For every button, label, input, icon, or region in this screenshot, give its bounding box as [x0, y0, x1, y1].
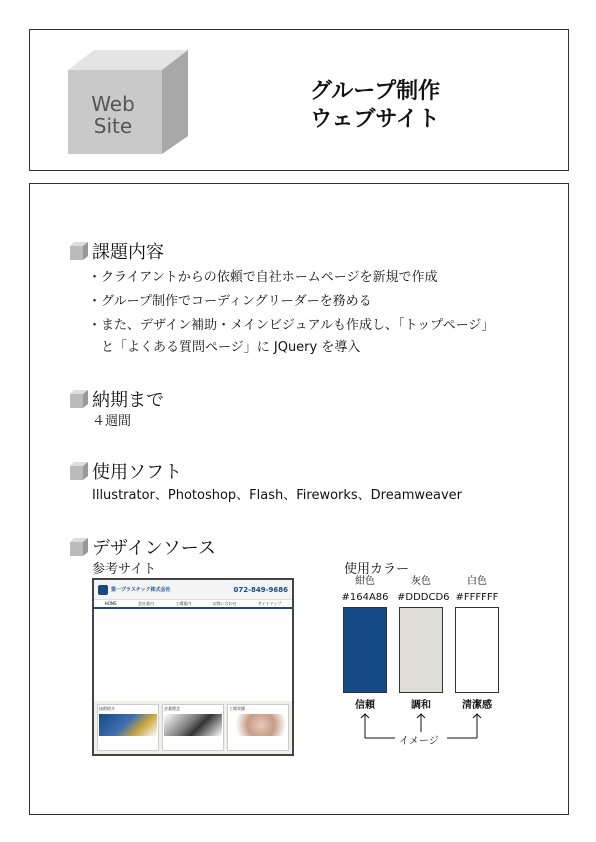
thumb-nav-item: 工場案内: [175, 600, 192, 606]
cube-bullet-icon: [70, 242, 88, 260]
thumb-card: [227, 704, 289, 751]
task-line-2: ・グループ制作でコーディングリーダーを務める: [88, 294, 372, 309]
design-heading-text: デザインソース: [92, 538, 216, 559]
colors-label: 使用カラー: [344, 562, 410, 577]
thumb-logo-icon: [98, 585, 108, 595]
page-title: [280, 78, 470, 134]
swatch-name: 灰色: [411, 576, 431, 587]
reference-site-thumbnail: [92, 578, 294, 756]
cube-label-line2: Site: [93, 114, 133, 138]
software-heading: [70, 458, 182, 484]
swatch-box: [455, 607, 499, 693]
deadline-heading-text: 納期まで: [92, 390, 164, 411]
thumb-card-image: [99, 714, 157, 736]
thumb-nav: [94, 600, 292, 609]
swatch-white: [453, 576, 501, 693]
task-line-3: ・また、デザイン補助・メインビジュアルも作成し、「トップページ」: [88, 318, 495, 333]
thumb-cards: [94, 701, 292, 754]
software-heading-text: 使用ソフト: [92, 462, 182, 483]
thumb-card-image: [164, 714, 222, 736]
cube-bullet-icon: [70, 462, 88, 480]
deadline-heading: [70, 386, 164, 412]
swatch-gray: [397, 576, 450, 693]
title-line1: グループ制作: [309, 79, 441, 104]
task-line-1: ・クライアントからの依頼で自社ホームページを新規で作成: [88, 270, 438, 285]
software-value: Illustrator、Photoshop、Flash、Fireworks、Dreamweaver: [92, 488, 463, 503]
thumb-header: [94, 580, 292, 600]
thumb-card-image: [229, 714, 287, 736]
task-heading-text: 課題内容: [92, 242, 164, 263]
swatch-code: #FFFFFF: [455, 592, 499, 603]
deadline-value: ４週間: [92, 414, 132, 429]
swatch-box: [343, 607, 387, 693]
cube-label: [68, 93, 158, 137]
swatch-code: #164A86: [341, 592, 389, 603]
header-panel: [29, 29, 569, 171]
swatch-navy: [341, 576, 389, 693]
thumb-card-title: 技術紹介: [99, 706, 115, 711]
cube-label-line1: Web: [91, 92, 135, 116]
thumb-card-title: 工場実績: [229, 706, 245, 711]
thumb-nav-item: HOME: [104, 601, 117, 606]
thumb-card-title: 企業理念: [164, 706, 180, 711]
task-line-4: と「よくある質問ページ」に JQuery を導入: [88, 340, 361, 355]
task-heading: [70, 238, 164, 264]
thumb-nav-item: 会社案内: [138, 600, 155, 606]
cube-bullet-icon: [70, 390, 88, 408]
thumb-card: [162, 704, 224, 751]
swatch-mood-white: 清潔感: [462, 700, 492, 711]
cube-bullet-icon: [70, 538, 88, 556]
swatch-mood-gray: 調和: [411, 700, 431, 711]
thumb-phone: 072-849-9686: [233, 585, 288, 594]
swatch-mood-navy: 信頼: [355, 700, 375, 711]
swatch-name: 白色: [467, 576, 487, 587]
swatch-code: #DDDCD6: [397, 592, 450, 603]
thumb-company: 第一プラスチック株式会社: [111, 587, 171, 593]
thumb-nav-item: サイトマップ: [257, 600, 282, 606]
thumb-nav-item: お問い合わせ: [212, 600, 237, 606]
design-heading: [70, 534, 216, 560]
thumb-main-visual: [94, 609, 292, 701]
thumb-card: [97, 704, 159, 751]
reference-site-label: 参考サイト: [92, 562, 157, 577]
swatch-box: [399, 607, 443, 693]
swatch-name: 紺色: [355, 576, 375, 587]
content-panel: [29, 183, 569, 815]
image-label: イメージ: [399, 736, 439, 747]
title-line2: ウェブサイト: [310, 107, 440, 132]
